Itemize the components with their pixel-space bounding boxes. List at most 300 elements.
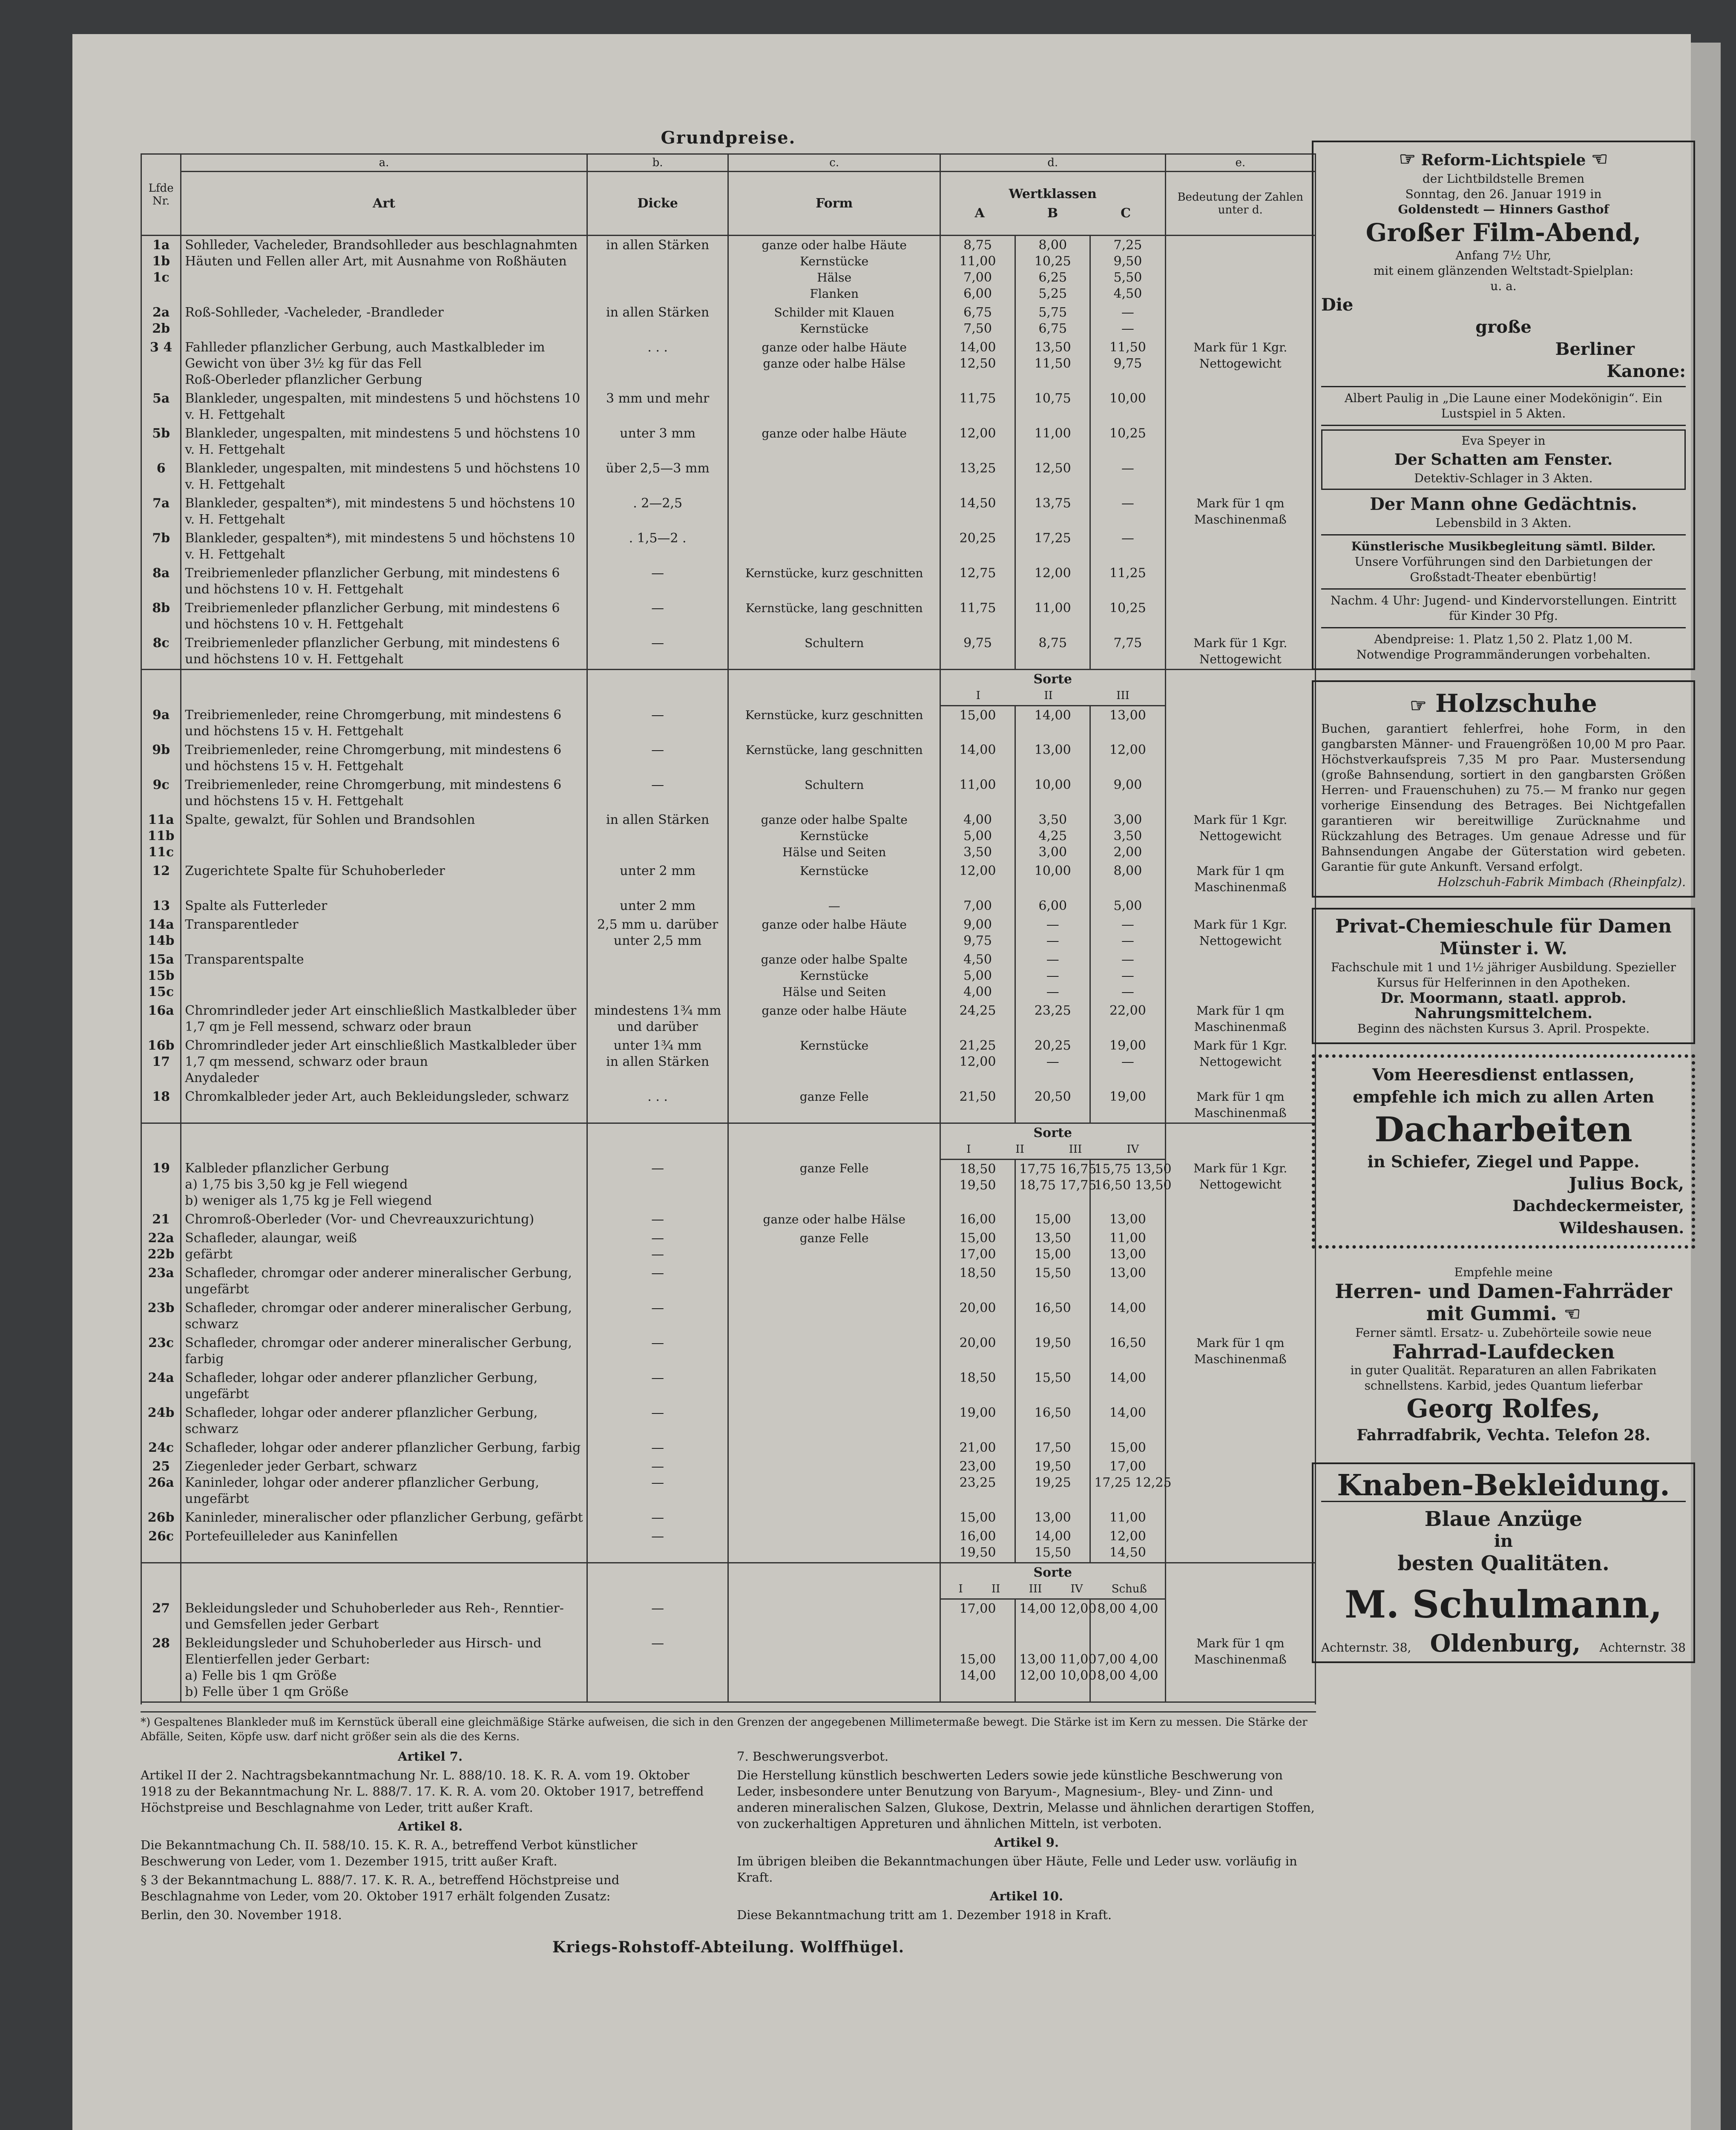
row-number: 8a: [141, 564, 181, 599]
table-row: [141, 1369, 1316, 1404]
sorte-class-label: II: [991, 1583, 1000, 1595]
fahrrad-headline: Herren- und Damen-Fahrräder: [1335, 1280, 1672, 1303]
value-class-b: 8,75: [1015, 634, 1090, 670]
value-class-b: 13,50 11,50: [1015, 338, 1090, 389]
value-class-b: 14,00: [1015, 706, 1090, 741]
row-art: Blankleder, ungespalten, mit mindestens 5 und höchstens 10 v. H. Fettgehalt: [181, 459, 587, 494]
kino-changes: Notwendige Programmänderungen vorbehalten.: [1356, 648, 1651, 662]
kino-prices: Abendpreise: 1. Platz 1,50 2. Platz 1,00 M.: [1374, 632, 1633, 646]
row-number: 23a: [141, 1264, 181, 1299]
value-class-c: 13,00: [1090, 1210, 1165, 1229]
kino-film-die: Die: [1321, 295, 1354, 315]
value-class-a: 9,00 9,75: [940, 915, 1015, 950]
value-class-c: — — —: [1090, 950, 1165, 1002]
value-class-a: 15,00 17,00: [940, 1229, 1015, 1264]
row-art: Schafleder, chromgar oder anderer mineralischer Gerbung, ungefärbt: [181, 1264, 587, 1299]
row-number: 15a 15b 15c: [141, 950, 181, 1002]
table-row: [141, 1527, 1316, 1563]
schulmann-l2: Blaue Anzüge: [1424, 1507, 1583, 1531]
pointing-hand-icon: ☜: [1591, 148, 1608, 170]
value-class-b: 23,25: [1015, 1002, 1090, 1036]
row-form: Kernstücke, lang geschnitten: [728, 599, 940, 634]
row-bedeutung: Mark für 1 Kgr. Nettogewicht: [1165, 811, 1315, 862]
table-row: [141, 634, 1316, 670]
row-form: ganze Felle: [728, 1159, 940, 1210]
row-form: ganze oder halbe Häute ganze oder halbe Hälse: [728, 338, 940, 389]
table-row: [141, 1088, 1316, 1123]
row-bedeutung: [1165, 1369, 1315, 1404]
value-class-c: 15,75 13,50 16,50 13,50: [1090, 1159, 1165, 1210]
row-number: 16a: [141, 1002, 181, 1036]
row-dicke: — —: [587, 1457, 728, 1508]
row-dicke: —: [587, 1599, 728, 1634]
class-a-label: A: [974, 205, 985, 221]
value-class-c: 17,00 17,25 12,25: [1090, 1457, 1165, 1508]
table-row: [141, 776, 1316, 811]
value-class-a: 7,00: [940, 897, 1015, 915]
row-form: ganze oder halbe Häute: [728, 1002, 940, 1036]
value-class-c: 14,00: [1090, 1404, 1165, 1439]
row-bedeutung: [1165, 1264, 1315, 1299]
row-art: Treibriemenleder, reine Chromgerbung, mit mindestens 6 und höchstens 15 v. H. Fettgehalt: [181, 741, 587, 776]
price-table: [141, 153, 1316, 1704]
row-bedeutung: [1165, 1299, 1315, 1334]
row-form: Schilder mit Klauen Kernstücke: [728, 303, 940, 338]
dach-name: Julius Bock,: [1569, 1174, 1684, 1194]
dach-l2: empfehle ich mich zu allen Arten: [1353, 1087, 1654, 1106]
kino-film-4: Der Mann ohne Gedächtnis.: [1370, 494, 1637, 514]
table-row: [141, 1563, 1316, 1599]
ad-fahrraeder: [1312, 1259, 1695, 1452]
value-class-b: 15,50: [1015, 1264, 1090, 1299]
value-class-c: 15,00: [1090, 1439, 1165, 1457]
row-bedeutung: [1165, 1439, 1315, 1457]
sorte-class-label: III: [1116, 689, 1130, 702]
row-form: [728, 1599, 940, 1634]
article-heading: Artikel 10.: [989, 1888, 1063, 1903]
value-class-b: 12,50: [1015, 459, 1090, 494]
dach-l1: Vom Heeresdienst entlassen,: [1372, 1065, 1635, 1084]
row-dicke: —: [587, 564, 728, 599]
value-class-a: 14,50: [940, 494, 1015, 529]
sorte-class-label: IV: [1127, 1143, 1139, 1156]
row-number: 25 26a: [141, 1457, 181, 1508]
row-form: [728, 1404, 940, 1439]
value-class-a: 16,00 19,50: [940, 1527, 1015, 1563]
value-class-a: 15,00: [940, 1508, 1015, 1527]
table-row: [141, 1159, 1316, 1210]
row-art: Ziegenleder jeder Gerbart, schwarz Kaninleder, lohgar oder anderer pflanzlicher Gerbung, ungefärbt: [181, 1457, 587, 1508]
fahrrad-gummi: mit Gummi.: [1426, 1302, 1557, 1325]
kino-film-grosse: große: [1475, 317, 1532, 337]
ad-holzschuhe: [1312, 680, 1695, 898]
row-bedeutung: Mark für 1 qm Maschinenmaß: [1165, 1334, 1315, 1369]
pointing-hand-icon: ☜: [1564, 1303, 1581, 1325]
value-class-b: 19,50 19,25: [1015, 1457, 1090, 1508]
value-class-c: 12,00 14,50: [1090, 1527, 1165, 1563]
sorte-class-label: I: [958, 1583, 963, 1595]
value-class-c: —: [1090, 529, 1165, 564]
row-form: [728, 389, 940, 424]
value-class-a: 12,75: [940, 564, 1015, 599]
row-number: 1a 1b 1c: [141, 236, 181, 304]
value-class-c: 11,50 9,75: [1090, 338, 1165, 389]
row-art: Bekleidungsleder und Schuhoberleder aus Hirsch- und Elentierfellen jeder Gerbart: a) Felle bis 1 qm Größe b) Felle über 1 qm Größe: [181, 1634, 587, 1702]
row-dicke: —: [587, 1508, 728, 1527]
value-class-b: 12,00: [1015, 564, 1090, 599]
col-b-letter: b.: [587, 154, 728, 172]
col-art-header: Art: [181, 172, 587, 236]
row-form: [728, 1264, 940, 1299]
row-number: 9b: [141, 741, 181, 776]
kino-film-2: Albert Paulig in „Die Laune einer Modekönigin“. Ein Lustspiel in 5 Akten.: [1344, 391, 1663, 420]
row-art: Chromkalbleder jeder Art, auch Bekleidungsleder, schwarz: [181, 1088, 587, 1123]
blank-cell: [1165, 670, 1315, 706]
row-dicke: —: [587, 1159, 728, 1210]
row-art: Treibriemenleder pflanzlicher Gerbung, mit mindestens 6 und höchstens 10 v. H. Fettgehalt: [181, 634, 587, 670]
table-row: [141, 1036, 1316, 1088]
chemie-body: Fachschule mit 1 und 1½ jähriger Ausbildung. Spezieller Kursus für Helferinnen in den Apotheken.: [1331, 960, 1676, 990]
value-class-c: 22,00: [1090, 1002, 1165, 1036]
sorte-label: Sorte: [1033, 672, 1072, 687]
row-dicke: —: [587, 1439, 728, 1457]
chemie-headline: Privat-Chemieschule für Damen: [1335, 915, 1672, 937]
table-row: [141, 1457, 1316, 1508]
row-dicke: . . .: [587, 1088, 728, 1123]
row-dicke: unter 1¾ mm in allen Stärken: [587, 1036, 728, 1088]
value-class-c: 10,25: [1090, 599, 1165, 634]
row-dicke: mindestens 1¾ mm und darüber: [587, 1002, 728, 1036]
row-dicke: unter 2 mm: [587, 862, 728, 897]
article-paragraph: Im übrigen bleiben die Bekanntmachungen über Häute, Felle und Leder usw. vorläufig in Kraft.: [737, 1854, 1297, 1885]
row-bedeutung: [1165, 741, 1315, 776]
table-row: [141, 862, 1316, 897]
value-class-b: 13,75: [1015, 494, 1090, 529]
holz-body: Buchen, garantiert fehlerfrei, hohe Form, in den gangbarsten Männer- und Frauengrößen 10,00 M pro Paar. Höchstverkaufspreis 7,35 M pro Paar. Mustersendung (große Bahnsendung, sortiert in den gangbarsten Größen Herren- und Frauenschuhen) zu 75.— M franko nur gegen vorherige Einsendung des Betrages. Bei Nichtgefallen garantieren wir bereitwillige Zurücknahme und Rückzahlung des Betrages. Um genaue Adresse und für Bahnsendungen Angabe der Güterstation wird gebeten. Garantie für gute Ankunft. Versand erfolgt.: [1321, 722, 1686, 874]
row-art: Spalte, gewalzt, für Sohlen und Brandsohlen: [181, 811, 587, 862]
dach-city: Wildeshausen.: [1559, 1219, 1684, 1237]
value-class-a: 18,50: [940, 1369, 1015, 1404]
chemie-city: Münster i. W.: [1440, 938, 1567, 958]
value-class-c: 10,25: [1090, 424, 1165, 459]
value-class-a: 24,25: [940, 1002, 1015, 1036]
row-number: 26c: [141, 1527, 181, 1563]
col-a-letter: a.: [181, 154, 587, 172]
table-row: [141, 389, 1316, 424]
kino-youth: Nachm. 4 Uhr: Jugend- und Kindervorstellungen. Eintritt für Kinder 30 Pfg.: [1330, 593, 1677, 623]
row-art: Schafleder, chromgar oder anderer mineralischer Gerbung, farbig: [181, 1334, 587, 1369]
row-form: ganze oder halbe Spalte Kernstücke Hälse und Seiten: [728, 811, 940, 862]
row-bedeutung: [1165, 950, 1315, 1002]
sorte-class-label: IV: [1070, 1583, 1083, 1595]
row-dicke: —: [587, 741, 728, 776]
value-class-a: 17,00: [940, 1599, 1015, 1634]
table-row: [141, 1264, 1316, 1299]
value-class-c: 10,00: [1090, 389, 1165, 424]
value-class-a: 6,75 7,50: [940, 303, 1015, 338]
articles-left-column: [141, 1748, 720, 1926]
value-class-b: 14,00 12,00: [1015, 1599, 1090, 1634]
value-class-c: 5,00: [1090, 897, 1165, 915]
value-class-b: 10,75: [1015, 389, 1090, 424]
price-table-body: [141, 236, 1316, 1704]
kino-film-3-sub: Detektiv-Schlager in 3 Akten.: [1414, 471, 1593, 485]
row-form: —: [728, 897, 940, 915]
row-form: Kernstücke, kurz geschnitten: [728, 706, 940, 741]
schulmann-addr-right: Achternstr. 38: [1599, 1641, 1686, 1655]
value-class-b: 6,00: [1015, 897, 1090, 915]
value-class-c: 14,00: [1090, 1369, 1165, 1404]
footnote: *) Gespaltenes Blankleder muß im Kernstück überall eine gleichmäßige Stärke aufweisen, die sich in den Grenzen der angegebenen Millimetermaße bewegt. Die Stärke ist im Kern zu messen. Die Stärke der Abfälle, Seiten, Köpfe usw. darf nicht größer sein als die des Kerns.: [141, 1711, 1316, 1744]
table-row: [141, 599, 1316, 634]
fahrrad-laufdecken: Fahrrad-Laufdecken: [1392, 1340, 1615, 1363]
blank-cell: [181, 670, 587, 706]
row-number: 22a 22b: [141, 1229, 181, 1264]
value-class-b: 13,00: [1015, 1508, 1090, 1527]
row-bedeutung: [1165, 459, 1315, 494]
row-bedeutung: Mark für 1 Kgr. Nettogewicht: [1165, 1036, 1315, 1088]
value-class-c: — —: [1090, 303, 1165, 338]
row-bedeutung: Mark für 1 Kgr. Nettogewicht: [1165, 915, 1315, 950]
articles-right-column: [737, 1748, 1316, 1926]
blank-cell: [587, 1563, 728, 1599]
row-number: 23b: [141, 1299, 181, 1334]
value-class-b: 15,50: [1015, 1369, 1090, 1404]
value-class-c: 3,00 3,50 2,00: [1090, 811, 1165, 862]
table-row: [141, 706, 1316, 741]
row-form: [728, 1334, 940, 1369]
table-row: [141, 338, 1316, 389]
row-bedeutung: [1165, 303, 1315, 338]
value-class-c: 19,00 —: [1090, 1036, 1165, 1088]
table-row: [141, 564, 1316, 599]
fahrrad-parts: Ferner sämtl. Ersatz- u. Zubehörteile sowie neue: [1355, 1326, 1652, 1340]
value-class-a: 18,50 19,50: [940, 1159, 1015, 1210]
row-dicke: —: [587, 1369, 728, 1404]
ad-chemieschule: [1312, 908, 1695, 1044]
row-dicke: —: [587, 776, 728, 811]
value-class-b: 13,50 15,00: [1015, 1229, 1090, 1264]
table-row: [141, 1334, 1316, 1369]
ad-reform-lichtspiele: [1312, 141, 1695, 670]
table-row: [141, 236, 1316, 304]
blank-cell: [728, 1563, 940, 1599]
value-class-a: 21,25 12,00: [940, 1036, 1015, 1088]
col-d-letter: d.: [940, 154, 1165, 172]
row-dicke: —: [587, 1210, 728, 1229]
schulmann-l3: in: [1494, 1531, 1513, 1551]
kino-sub: der Lichtbildstelle Bremen: [1422, 172, 1585, 186]
pointing-hand-icon: ☞: [1410, 695, 1427, 717]
row-bedeutung: [1165, 1404, 1315, 1439]
value-class-b: — — —: [1015, 950, 1090, 1002]
row-bedeutung: [1165, 424, 1315, 459]
row-bedeutung: [1165, 564, 1315, 599]
row-art: Kaninleder, mineralischer oder pflanzlicher Gerbung, gefärbt: [181, 1508, 587, 1527]
row-form: ganze Felle: [728, 1229, 940, 1264]
wertklassen-label: Wertklassen: [1009, 186, 1097, 201]
row-number: 21: [141, 1210, 181, 1229]
blank-cell: [587, 670, 728, 706]
row-bedeutung: Mark für 1 qm Maschinenmaß: [1165, 1002, 1315, 1036]
value-class-a: 11,75: [940, 389, 1015, 424]
value-class-a: 11,75: [940, 599, 1015, 634]
col-c-letter: c.: [728, 154, 940, 172]
ads-column: [1312, 141, 1695, 1673]
value-class-b: 20,25 —: [1015, 1036, 1090, 1088]
table-row: [141, 897, 1316, 915]
value-class-b: 13,00 11,00 12,00 10,00: [1015, 1634, 1090, 1702]
row-form: ganze oder halbe Häute Kernstücke Hälse Flanken: [728, 236, 940, 304]
row-art: Schafleder, lohgar oder anderer pflanzlicher Gerbung, ungefärbt: [181, 1369, 587, 1404]
row-number: 12: [141, 862, 181, 897]
value-class-b: 11,00: [1015, 599, 1090, 634]
row-number: 24b: [141, 1404, 181, 1439]
table-row: [141, 1404, 1316, 1439]
blank-cell: [1165, 1123, 1315, 1159]
value-class-b: 5,75 6,75: [1015, 303, 1090, 338]
value-class-a: 18,50: [940, 1264, 1015, 1299]
value-class-b: 10,00: [1015, 776, 1090, 811]
row-dicke: [587, 950, 728, 1002]
kino-film-berliner: Berliner: [1555, 339, 1635, 359]
articles-section: [141, 1748, 1316, 1926]
value-class-a: 15,00 14,00: [940, 1634, 1015, 1702]
value-class-c: 11,00: [1090, 1508, 1165, 1527]
article-paragraph: 7. Beschwerungsverbot.: [737, 1749, 889, 1764]
value-class-c: 11,25: [1090, 564, 1165, 599]
row-dicke: in allen Stärken: [587, 811, 728, 862]
row-form: Schultern: [728, 776, 940, 811]
dach-title: Dachdeckermeister,: [1512, 1197, 1684, 1215]
fahrrad-firm: Fahrradfabrik, Vechta.: [1357, 1426, 1550, 1444]
row-dicke: unter 2 mm: [587, 897, 728, 915]
row-dicke: über 2,5—3 mm: [587, 459, 728, 494]
price-table-section: [141, 128, 1316, 2130]
row-number: 13: [141, 897, 181, 915]
sorte-class-label: III: [1069, 1143, 1082, 1156]
row-dicke: —: [587, 634, 728, 670]
row-number: 7b: [141, 529, 181, 564]
value-class-c: 7,25 9,50 5,50 4,50: [1090, 236, 1165, 304]
fahrrad-phone: Telefon 28.: [1555, 1426, 1650, 1444]
value-class-b: 16,50: [1015, 1404, 1090, 1439]
row-form: Kernstücke: [728, 862, 940, 897]
value-class-a: 16,00: [940, 1210, 1015, 1229]
pointing-hand-icon: ☞: [1399, 148, 1416, 170]
col-e-letter: e.: [1165, 154, 1315, 172]
row-bedeutung: Mark für 1 Kgr. Nettogewicht: [1165, 634, 1315, 670]
row-art: Treibriemenleder pflanzlicher Gerbung, mit mindestens 6 und höchstens 10 v. H. Fettgehalt: [181, 564, 587, 599]
row-bedeutung: [1165, 1508, 1315, 1527]
blank-cell: [141, 1123, 181, 1159]
row-form: [728, 1299, 940, 1334]
value-class-a: 21,00: [940, 1439, 1015, 1457]
row-dicke: —: [587, 1404, 728, 1439]
value-class-c: —: [1090, 459, 1165, 494]
row-bedeutung: [1165, 897, 1315, 915]
chemie-director: Dr. Moormann, staatl. approb. Nahrungsmittelchem.: [1380, 990, 1627, 1022]
fahrrad-body: in guter Qualität. Reparaturen an allen Fabrikaten schnellstens. Karbid, jedes Quantum lieferbar: [1350, 1363, 1657, 1393]
row-art: Chromrindleder jeder Art einschließlich Mastkalbleder über 1,7 qm messend, schwarz oder braun Anydaleder: [181, 1036, 587, 1088]
value-class-c: 8,00: [1090, 862, 1165, 897]
value-class-b: 17,50: [1015, 1439, 1090, 1457]
row-bedeutung: [1165, 236, 1315, 304]
value-class-b: 16,50: [1015, 1299, 1090, 1334]
schulmann-name: M. Schulmann,: [1345, 1582, 1662, 1626]
value-class-c: 19,00: [1090, 1088, 1165, 1123]
row-bedeutung: Mark für 1 qm Maschinenmaß: [1165, 862, 1315, 897]
row-number: 26b: [141, 1508, 181, 1527]
row-number: 9c: [141, 776, 181, 811]
table-row: [141, 950, 1316, 1002]
kino-headline: Großer Film-Abend,: [1365, 218, 1641, 247]
row-form: Kernstücke: [728, 1036, 940, 1088]
row-dicke: —: [587, 1264, 728, 1299]
row-art: Fahlleder pflanzlicher Gerbung, auch Mastkalbleder im Gewicht von über 3½ kg für das Fell Roß-Oberleder pflanzlicher Gerbung: [181, 338, 587, 389]
value-class-a: 8,75 11,00 7,00 6,00: [940, 236, 1015, 304]
value-class-b: 15,00: [1015, 1210, 1090, 1229]
article-heading: Artikel 9.: [994, 1835, 1059, 1850]
col-nr-header: Lfde Nr.: [141, 154, 181, 236]
row-number: 18: [141, 1088, 181, 1123]
table-row: [141, 741, 1316, 776]
row-art: Blankleder, gespalten*), mit mindestens 5 und höchstens 10 v. H. Fettgehalt: [181, 494, 587, 529]
row-art: Transparentleder: [181, 915, 587, 950]
row-form: [728, 1369, 940, 1404]
value-class-a: 4,50 5,00 4,00: [940, 950, 1015, 1002]
row-form: ganze oder halbe Hälse: [728, 1210, 940, 1229]
value-class-a: 12,00: [940, 862, 1015, 897]
row-form: ganze oder halbe Häute: [728, 915, 940, 950]
row-dicke: — —: [587, 1229, 728, 1264]
col-bedeutung-header: Bedeutung der Zahlen unter d.: [1165, 172, 1315, 236]
row-dicke: —: [587, 1634, 728, 1702]
table-row: [141, 1299, 1316, 1334]
holz-sender: Holzschuh-Fabrik Mimbach (Rheinpfalz).: [1437, 875, 1686, 889]
row-number: 8c: [141, 634, 181, 670]
row-art: Portefeuilleleder aus Kaninfellen: [181, 1527, 587, 1563]
value-class-c: 8,00 4,00: [1090, 1599, 1165, 1634]
table-row: [141, 915, 1316, 950]
row-art: Spalte als Futterleder: [181, 897, 587, 915]
row-bedeutung: [1165, 776, 1315, 811]
value-class-c: 16,50: [1090, 1334, 1165, 1369]
row-form: [728, 1634, 940, 1702]
row-bedeutung: Mark für 1 Kgr. Nettogewicht: [1165, 1159, 1315, 1210]
row-form: [728, 459, 940, 494]
sorte-label: Sorte: [1033, 1565, 1072, 1580]
value-class-c: 9,00: [1090, 776, 1165, 811]
row-number: 3 4: [141, 338, 181, 389]
row-number: 11a 11b 11c: [141, 811, 181, 862]
value-class-c: —: [1090, 494, 1165, 529]
table-row: [141, 303, 1316, 338]
kino-note: Unsere Vorführungen sind den Darbietungen der Großstadt-Theater ebenbürtig!: [1354, 555, 1653, 584]
value-class-a: 9,75: [940, 634, 1015, 670]
value-class-c: — —: [1090, 915, 1165, 950]
value-class-b: 11,00: [1015, 424, 1090, 459]
row-bedeutung: [1165, 1457, 1315, 1508]
fahrrad-l1: Empfehle meine: [1454, 1265, 1553, 1279]
sorte-label: Sorte: [1033, 1125, 1072, 1140]
value-class-b: 13,00: [1015, 741, 1090, 776]
sorte-class-label: I: [966, 1143, 971, 1156]
row-art: Chromrindleder jeder Art einschließlich Mastkalbleder über 1,7 qm je Fell messend, schwarz oder braun: [181, 1002, 587, 1036]
value-class-c: 12,00: [1090, 741, 1165, 776]
row-bedeutung: [1165, 1229, 1315, 1264]
row-dicke: —: [587, 706, 728, 741]
